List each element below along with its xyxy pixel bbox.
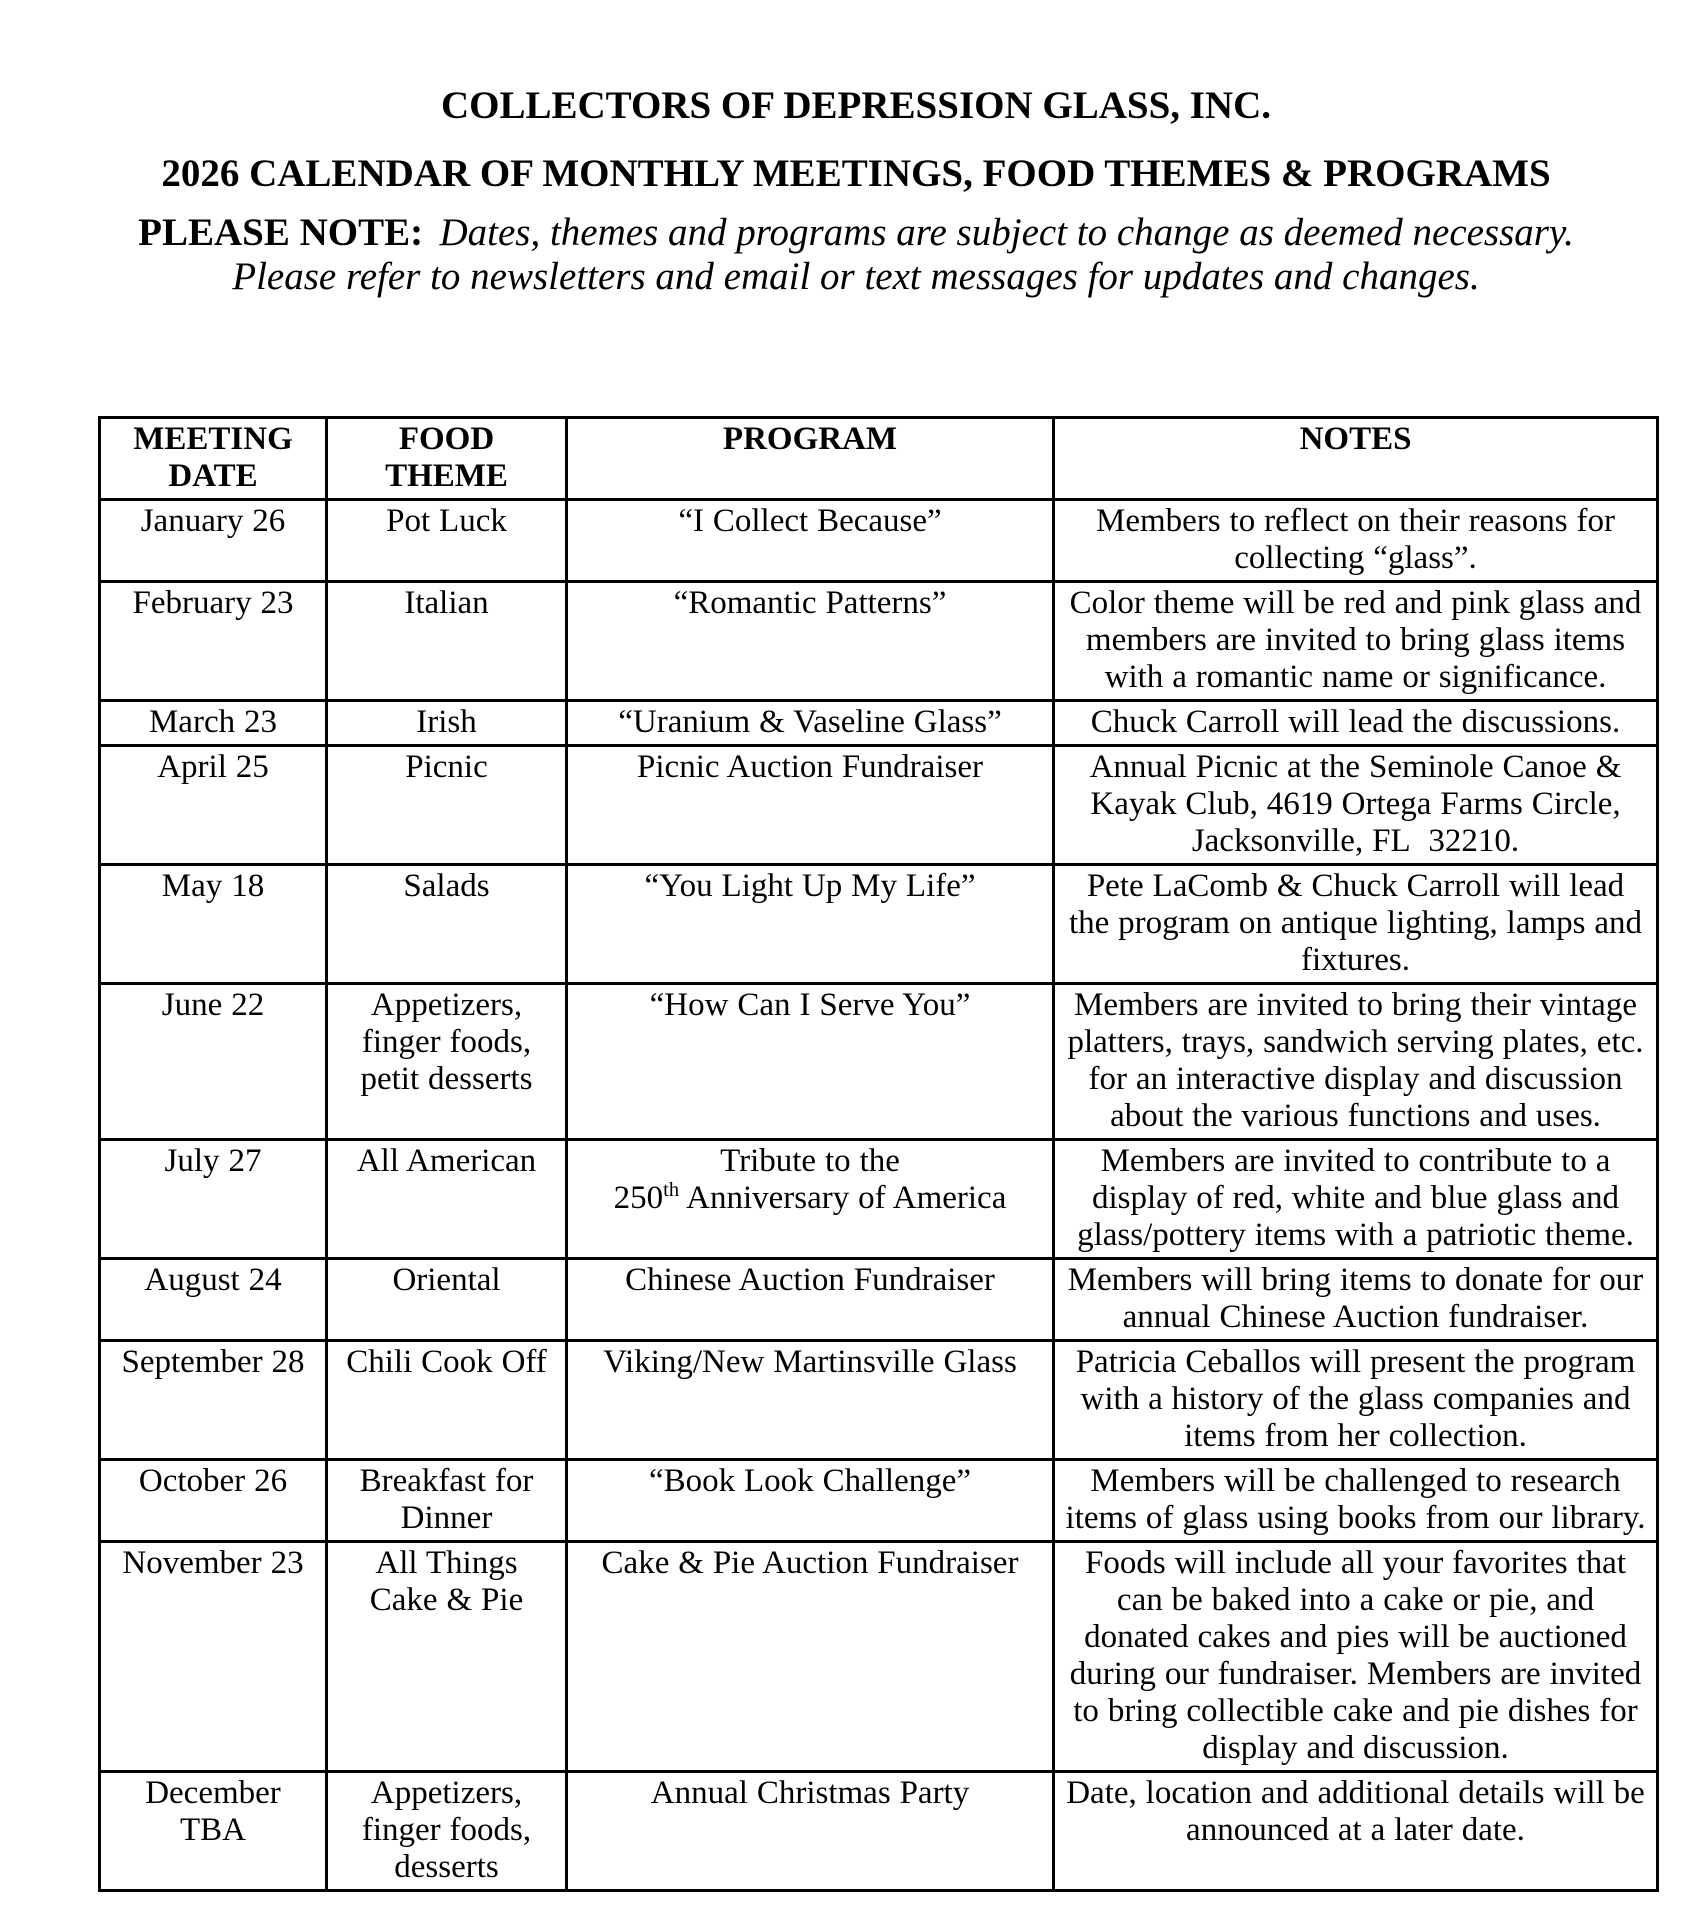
program-cell: Annual Christmas Party: [567, 1772, 1054, 1891]
program-cell: Viking/New Martinsville Glass: [567, 1341, 1054, 1460]
table-header-row: [100, 418, 1658, 500]
meeting-date-cell: August 24: [100, 1259, 327, 1341]
food-theme-cell: Picnic: [327, 746, 567, 865]
program-cell: “Book Look Challenge”: [567, 1460, 1054, 1542]
notes-column-header: NOTES: [1054, 418, 1658, 500]
document-title: COLLECTORS OF DEPRESSION GLASS, INC.: [440, 84, 1272, 127]
meeting-row: [100, 582, 1658, 701]
meeting-date-cell: February 23: [100, 582, 327, 701]
program-cell: Picnic Auction Fundraiser: [567, 746, 1054, 865]
meeting-date-cell: July 27: [100, 1140, 327, 1259]
superscript-text: th: [663, 1179, 680, 1201]
meeting-date-cell: April 25: [100, 746, 327, 865]
meeting-row: [100, 1772, 1658, 1891]
meeting-row: [100, 1460, 1658, 1542]
notes-cell: Color theme will be red and pink glass and members are invited to bring glass items with a romantic name or significance.: [1054, 582, 1658, 701]
notes-cell: Members will bring items to donate for our annual Chinese Auction fundraiser.: [1054, 1259, 1658, 1341]
notes-cell: Members to reflect on their reasons for collecting “glass”.: [1054, 500, 1658, 582]
notes-cell: Date, location and additional details will be announced at a later date.: [1054, 1772, 1658, 1891]
program-cell: Chinese Auction Fundraiser: [567, 1259, 1054, 1341]
meeting-row: [100, 500, 1658, 582]
meeting-date-cell: May 18: [100, 865, 327, 984]
meeting-date-cell: September 28: [100, 1341, 327, 1460]
notes-cell: Members are invited to contribute to a display of red, white and blue glass and glass/pottery items with a patriotic theme.: [1054, 1140, 1658, 1259]
meeting-row: [100, 1140, 1658, 1259]
program-cell: “How Can I Serve You”: [567, 984, 1054, 1140]
notes-cell: Annual Picnic at the Seminole Canoe & Kayak Club, 4619 Ortega Farms Circle, Jacksonville, FL 32210.: [1054, 746, 1658, 865]
program-cell: Tribute to the 250th Anniversary of America: [567, 1140, 1054, 1259]
notes-cell: Foods will include all your favorites that can be baked into a cake or pie, and donated cakes and pies will be auctioned during our fundraiser. Members are invited to bring collectible cake and pie dishes for display and discussion.: [1054, 1542, 1658, 1772]
meetings-calendar-table: [98, 416, 1659, 1892]
food-theme-cell: Salads: [327, 865, 567, 984]
notice-line2: Please refer to newsletters and email or text messages for updates and changes.: [232, 255, 1480, 298]
food-theme-cell: Breakfast for Dinner: [327, 1460, 567, 1542]
food-theme-cell: Appetizers, finger foods, petit desserts: [327, 984, 567, 1140]
meeting-date-cell: June 22: [100, 984, 327, 1140]
program-cell: “Romantic Patterns”: [567, 582, 1054, 701]
meeting-date-cell: December TBA: [100, 1772, 327, 1891]
program-cell: Cake & Pie Auction Fundraiser: [567, 1542, 1054, 1772]
document-subtitle: 2026 CALENDAR OF MONTHLY MEETINGS, FOOD THEMES & PROGRAMS: [161, 152, 1551, 195]
food-theme-cell: All American: [327, 1140, 567, 1259]
meeting-date-column-header: MEETING DATE: [100, 418, 327, 500]
document-page: [0, 0, 1700, 299]
meeting-date-cell: October 26: [100, 1460, 327, 1542]
food-theme-cell: Appetizers, finger foods, desserts: [327, 1772, 567, 1891]
meeting-row: [100, 984, 1658, 1140]
meeting-row: [100, 1259, 1658, 1341]
notes-cell: Pete LaComb & Chuck Carroll will lead the program on antique lighting, lamps and fixtures.: [1054, 865, 1658, 984]
notice-label: PLEASE NOTE:: [138, 211, 424, 254]
meeting-row: [100, 701, 1658, 746]
notice-paragraph: [12, 211, 1700, 299]
meeting-date-cell: March 23: [100, 701, 327, 746]
food-theme-cell: Chili Cook Off: [327, 1341, 567, 1460]
meeting-row: [100, 865, 1658, 984]
meeting-date-cell: January 26: [100, 500, 327, 582]
food-theme-cell: Italian: [327, 582, 567, 701]
food-theme-cell: All Things Cake & Pie: [327, 1542, 567, 1772]
food-theme-cell: Pot Luck: [327, 500, 567, 582]
notes-cell: Patricia Ceballos will present the program with a history of the glass companies and items from her collection.: [1054, 1341, 1658, 1460]
notes-cell: Members are invited to bring their vintage platters, trays, sandwich serving plates, etc. for an interactive display and discussion about the various functions and uses.: [1054, 984, 1658, 1140]
food-theme-column-header: FOOD THEME: [327, 418, 567, 500]
program-cell: “I Collect Because”: [567, 500, 1054, 582]
meeting-date-cell: November 23: [100, 1542, 327, 1772]
meeting-row: [100, 1542, 1658, 1772]
program-cell: “You Light Up My Life”: [567, 865, 1054, 984]
notes-cell: Chuck Carroll will lead the discussions.: [1054, 701, 1658, 746]
notice-line1: Dates, themes and programs are subject to change as deemed necessary.: [439, 211, 1574, 254]
program-cell: “Uranium & Vaseline Glass”: [567, 701, 1054, 746]
food-theme-cell: Oriental: [327, 1259, 567, 1341]
meeting-row: [100, 1341, 1658, 1460]
program-column-header: PROGRAM: [567, 418, 1054, 500]
meeting-row: [100, 746, 1658, 865]
notes-cell: Members will be challenged to research items of glass using books from our library.: [1054, 1460, 1658, 1542]
food-theme-cell: Irish: [327, 701, 567, 746]
